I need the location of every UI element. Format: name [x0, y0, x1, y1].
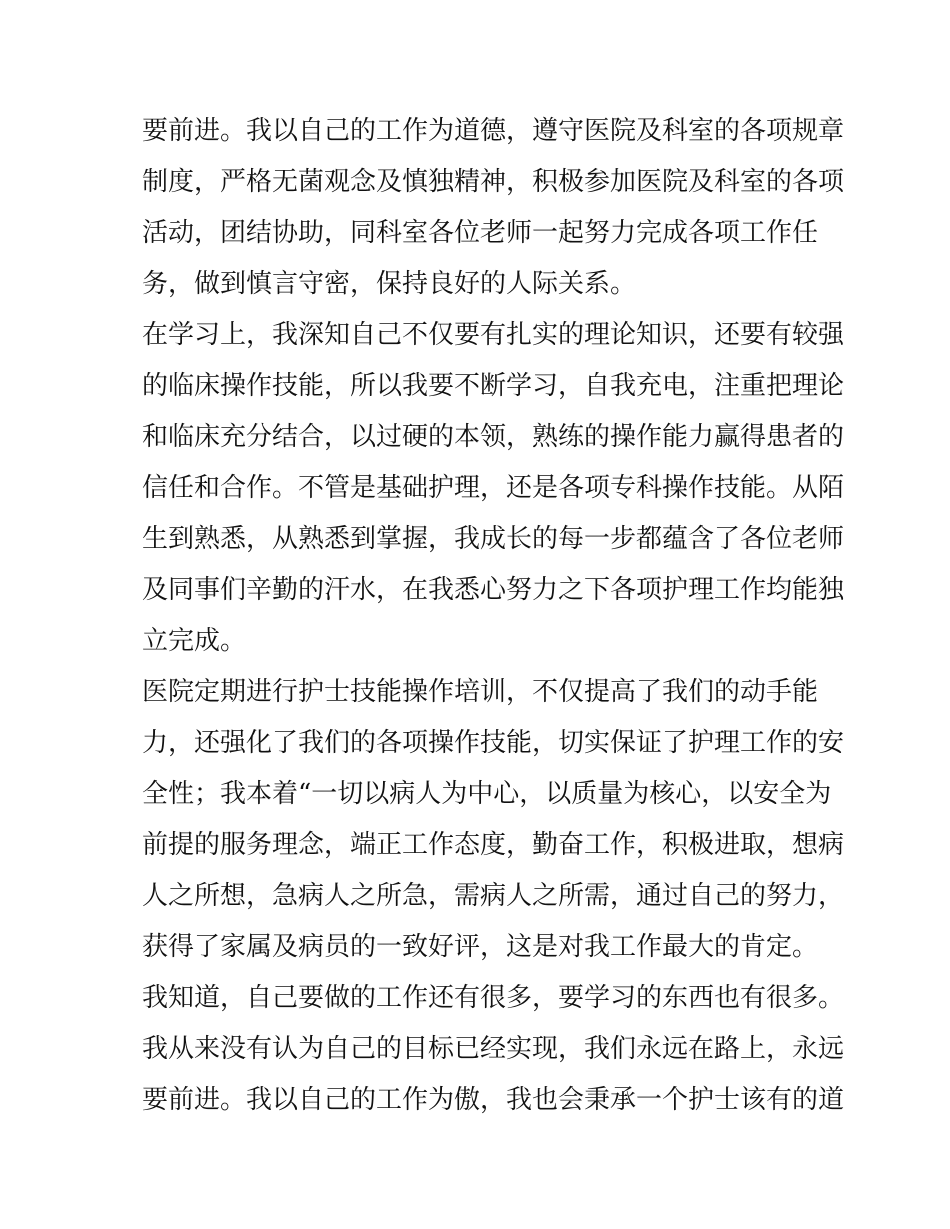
text-line: 信任和合作。不管是基础护理，还是各项专科操作技能。从陌 — [142, 473, 845, 503]
text-line: 要前进。我以自己的工作为道德，遵守医院及科室的各项规章 — [142, 116, 845, 146]
text-line: 全性；我本着“一切以病人为中心，以质量为核心，以安全为 — [142, 779, 832, 809]
text-line: 前提的服务理念，端正工作态度，勤奋工作，积极进取，想病 — [142, 830, 845, 860]
text-line: 务，做到慎言守密，保持良好的人际关系。 — [142, 269, 637, 299]
text-line: 我知道，自己要做的工作还有很多，要学习的东西也有很多。 — [142, 983, 845, 1013]
text-line: 在学习上，我深知自己不仅要有扎实的理论知识，还要有较强 — [142, 320, 845, 350]
text-line: 生到熟悉，从熟悉到掌握，我成长的每一步都蕴含了各位老师 — [142, 524, 845, 554]
text-line: 获得了家属及病员的一致好评，这是对我工作最大的肯定。 — [142, 932, 819, 962]
text-line: 人之所想，急病人之所急，需病人之所需，通过自己的努力， — [142, 881, 845, 911]
text-line: 的临床操作技能，所以我要不断学习，自我充电，注重把理论 — [142, 371, 845, 401]
text-line: 要前进。我以自己的工作为傲，我也会秉承一个护士该有的道 — [142, 1085, 845, 1115]
text-line: 活动，团结协助，同科室各位老师一起努力完成各项工作任 — [142, 218, 819, 248]
text-line: 医院定期进行护士技能操作培训，不仅提高了我们的动手能 — [142, 677, 819, 707]
text-line: 和临床充分结合，以过硬的本领，熟练的操作能力赢得患者的 — [142, 422, 845, 452]
text-line: 立完成。 — [142, 626, 247, 656]
text-line: 力，还强化了我们的各项操作技能，切实保证了护理工作的安 — [142, 728, 845, 758]
text-line: 及同事们辛勤的汗水，在我悉心努力之下各项护理工作均能独 — [142, 575, 845, 605]
text-line: 我从来没有认为自己的目标已经实现，我们永远在路上，永远 — [142, 1034, 845, 1064]
body-text — [142, 106, 845, 1126]
text-line: 制度，严格无菌观念及慎独精神，积极参加医院及科室的各项 — [142, 167, 845, 197]
